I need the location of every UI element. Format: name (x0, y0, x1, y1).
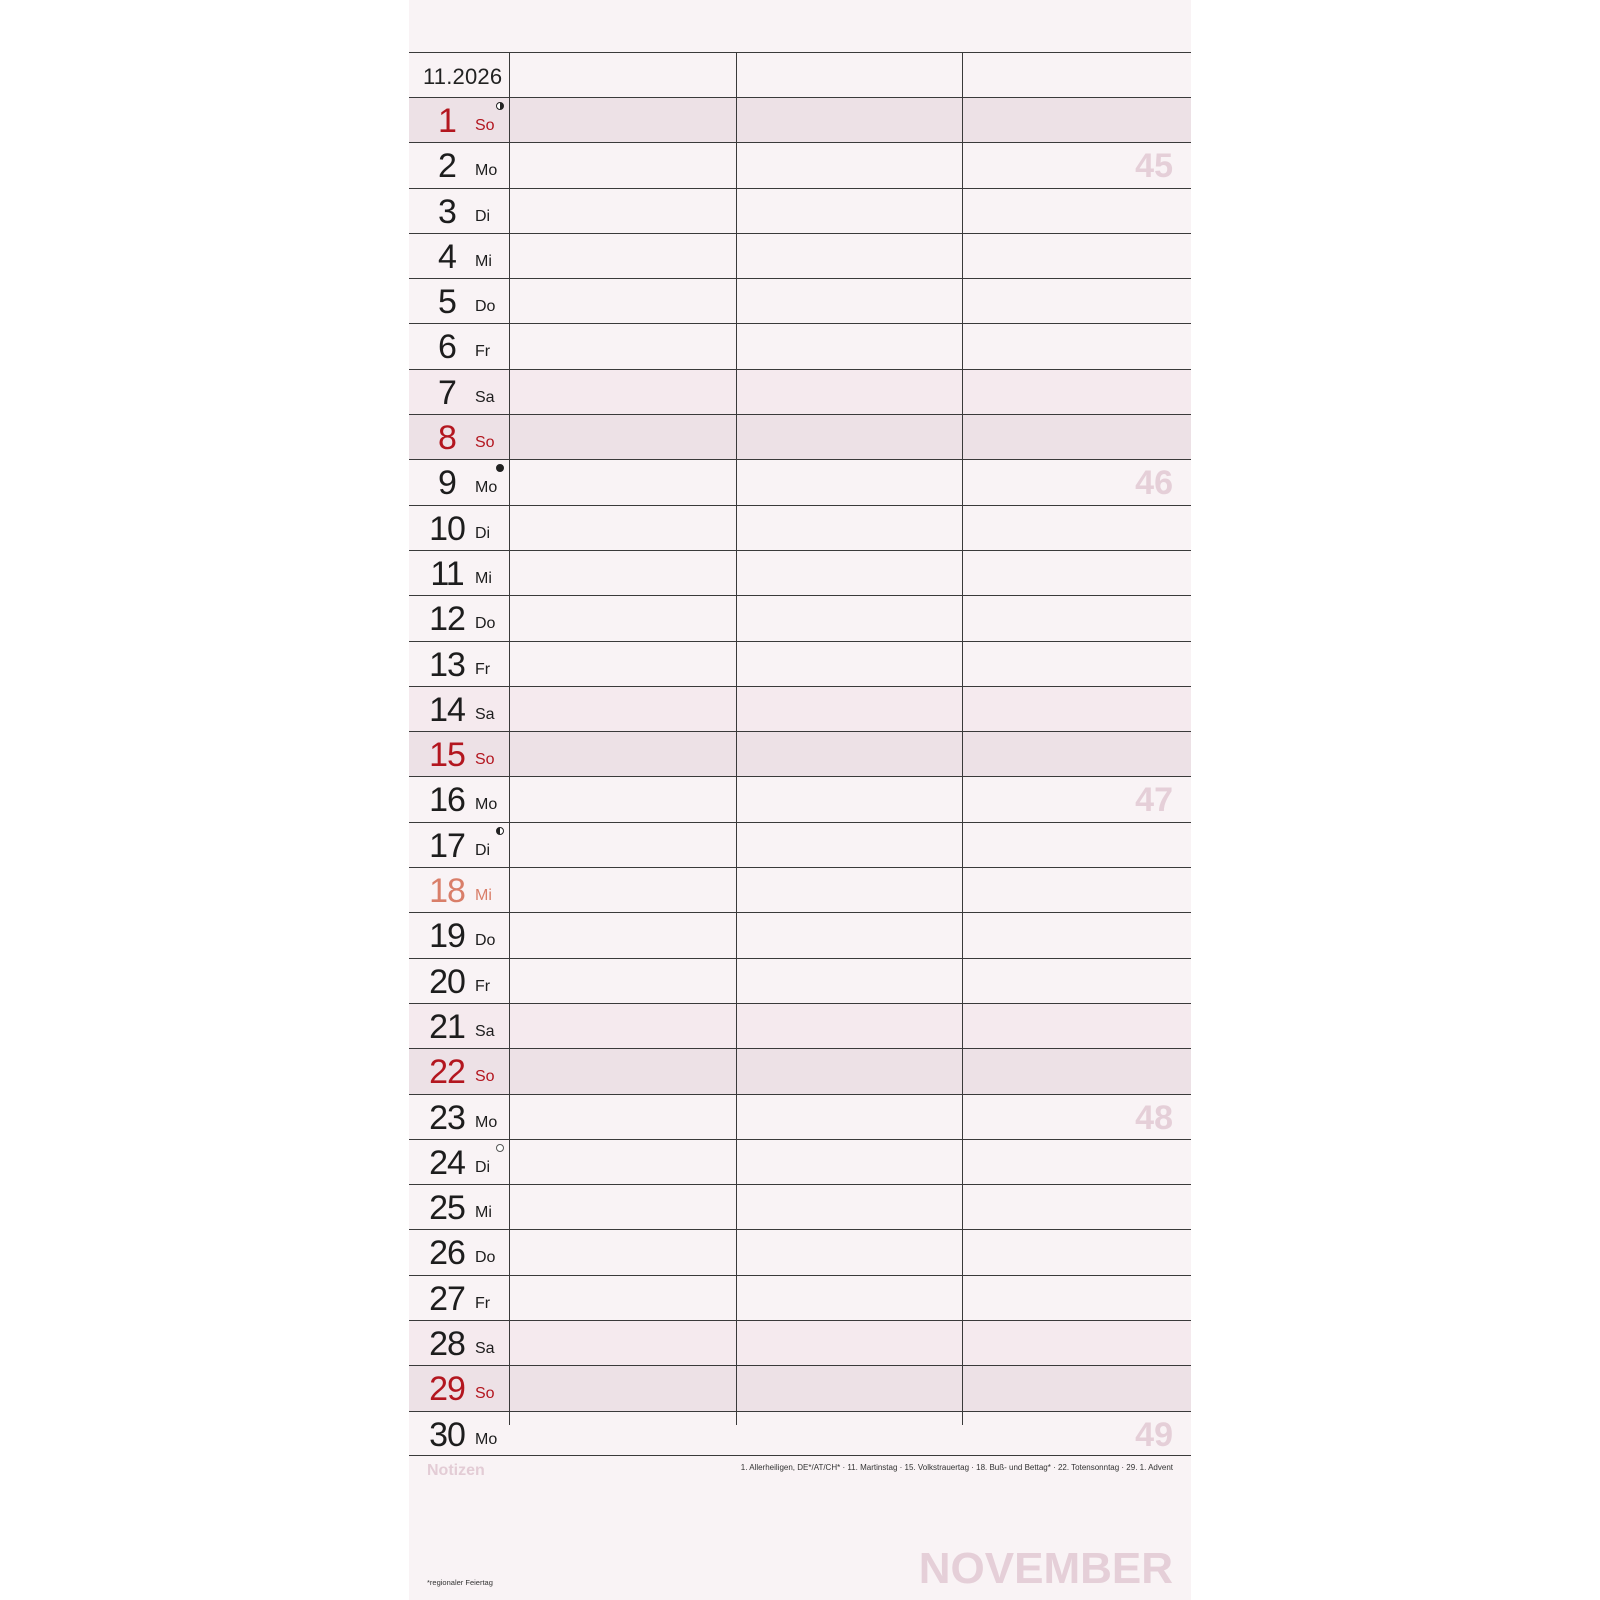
day-number: 9 (438, 464, 456, 503)
day-row[interactable] (409, 1048, 1191, 1093)
day-row[interactable] (409, 731, 1191, 776)
moon-phase-icon (496, 464, 504, 472)
day-row[interactable] (409, 550, 1191, 595)
day-row[interactable] (409, 414, 1191, 459)
day-row[interactable] (409, 641, 1191, 686)
moon-phase-icon (496, 827, 504, 835)
day-row[interactable] (409, 369, 1191, 414)
day-name: So (475, 1385, 495, 1403)
day-number: 24 (429, 1143, 465, 1182)
day-number: 6 (438, 328, 456, 367)
day-row[interactable] (409, 686, 1191, 731)
day-name: Di (475, 1158, 491, 1176)
day-row[interactable] (409, 1094, 1191, 1139)
day-number: 11 (430, 554, 464, 593)
day-name: Mo (475, 479, 498, 497)
day-name: So (475, 1068, 495, 1086)
day-row[interactable] (409, 1411, 1191, 1456)
day-number: 13 (429, 645, 465, 684)
day-number: 27 (429, 1279, 465, 1318)
day-name: Sa (475, 705, 495, 723)
day-name: Do (475, 615, 496, 633)
day-number: 14 (429, 690, 465, 729)
month-year-label: 11.2026 (423, 64, 503, 89)
holidays-list: 1. Allerheiligen, DE*/AT/CH* · 11. Martinstag · 15. Volkstrauertag · 18. Buß- und Bettag* · 22. Totensonntag · 29. 1. Advent (740, 1463, 1173, 1472)
day-row[interactable] (409, 958, 1191, 1003)
day-name: Mi (475, 252, 492, 270)
day-row[interactable] (409, 1003, 1191, 1048)
day-name: Fr (475, 977, 491, 995)
day-number: 16 (429, 781, 465, 820)
day-name: Do (475, 298, 496, 316)
day-number: 4 (438, 237, 456, 276)
day-row[interactable] (409, 233, 1191, 278)
day-name: Di (475, 207, 491, 225)
day-row[interactable] (409, 912, 1191, 957)
day-row[interactable] (409, 1320, 1191, 1365)
day-row[interactable] (409, 1229, 1191, 1274)
day-name: Mi (475, 569, 492, 587)
day-name: Fr (475, 1294, 491, 1312)
header-row (409, 52, 1191, 98)
day-name: Sa (475, 388, 495, 406)
day-name: Di (475, 841, 491, 859)
day-number: 3 (438, 192, 456, 231)
day-name: Mi (475, 1204, 492, 1222)
calendar-sheet (409, 0, 1191, 1600)
day-name: Sa (475, 1340, 495, 1358)
day-name: Mi (475, 887, 492, 905)
week-number: 48 (1135, 1098, 1173, 1137)
day-row[interactable] (409, 505, 1191, 550)
day-row[interactable] (409, 278, 1191, 323)
day-rows (409, 97, 1191, 1456)
day-name: Mo (475, 1430, 498, 1448)
week-number: 46 (1135, 464, 1173, 503)
day-row[interactable] (409, 323, 1191, 368)
week-number: 47 (1135, 781, 1173, 820)
day-number: 2 (438, 147, 456, 186)
day-number: 15 (429, 736, 465, 775)
day-number: 7 (438, 373, 456, 412)
moon-phase-icon (496, 102, 504, 110)
day-number: 25 (429, 1189, 465, 1228)
day-name: Fr (475, 343, 491, 361)
day-name: Mo (475, 1113, 498, 1131)
day-number: 28 (429, 1325, 465, 1364)
day-row[interactable] (409, 188, 1191, 233)
day-row[interactable] (409, 1184, 1191, 1229)
day-number: 29 (429, 1370, 465, 1409)
day-row[interactable] (409, 142, 1191, 187)
day-number: 26 (429, 1234, 465, 1273)
day-row[interactable] (409, 776, 1191, 821)
day-number: 17 (429, 826, 465, 865)
day-number: 23 (429, 1098, 465, 1137)
day-row[interactable] (409, 867, 1191, 912)
day-row[interactable] (409, 822, 1191, 867)
column-divider-3 (962, 52, 963, 1425)
day-number: 20 (429, 962, 465, 1001)
day-name: Do (475, 932, 496, 950)
moon-phase-icon (496, 1144, 504, 1152)
day-number: 1 (438, 102, 456, 140)
day-number: 30 (429, 1415, 465, 1454)
day-number: 10 (429, 509, 465, 548)
day-name: Mo (475, 796, 498, 814)
day-number: 21 (429, 1007, 465, 1046)
day-name: So (475, 117, 495, 134)
week-number: 49 (1135, 1415, 1173, 1454)
day-row[interactable] (409, 1139, 1191, 1184)
day-name: Sa (475, 1022, 495, 1040)
week-number: 45 (1135, 147, 1173, 186)
day-name: So (475, 434, 495, 452)
day-number: 12 (429, 600, 465, 639)
day-name: Do (475, 1249, 496, 1267)
day-row[interactable] (409, 459, 1191, 504)
day-name: Mo (475, 162, 498, 180)
day-number: 5 (438, 283, 456, 322)
column-divider-1 (509, 52, 510, 1425)
footnote: *regionaler Feiertag (427, 1578, 493, 1587)
column-divider-2 (736, 52, 737, 1425)
day-name: Fr (475, 660, 491, 678)
day-row[interactable] (409, 97, 1191, 142)
day-number: 18 (429, 872, 465, 911)
day-number: 8 (438, 419, 456, 458)
day-number: 19 (429, 917, 465, 956)
month-name: NOVEMBER (918, 1544, 1173, 1593)
day-number: 22 (429, 1053, 465, 1092)
day-row[interactable] (409, 595, 1191, 640)
day-name: So (475, 751, 495, 769)
day-row[interactable] (409, 1275, 1191, 1320)
day-name: Di (475, 524, 491, 542)
day-row[interactable] (409, 1365, 1191, 1410)
notes-label: Notizen (427, 1462, 485, 1479)
